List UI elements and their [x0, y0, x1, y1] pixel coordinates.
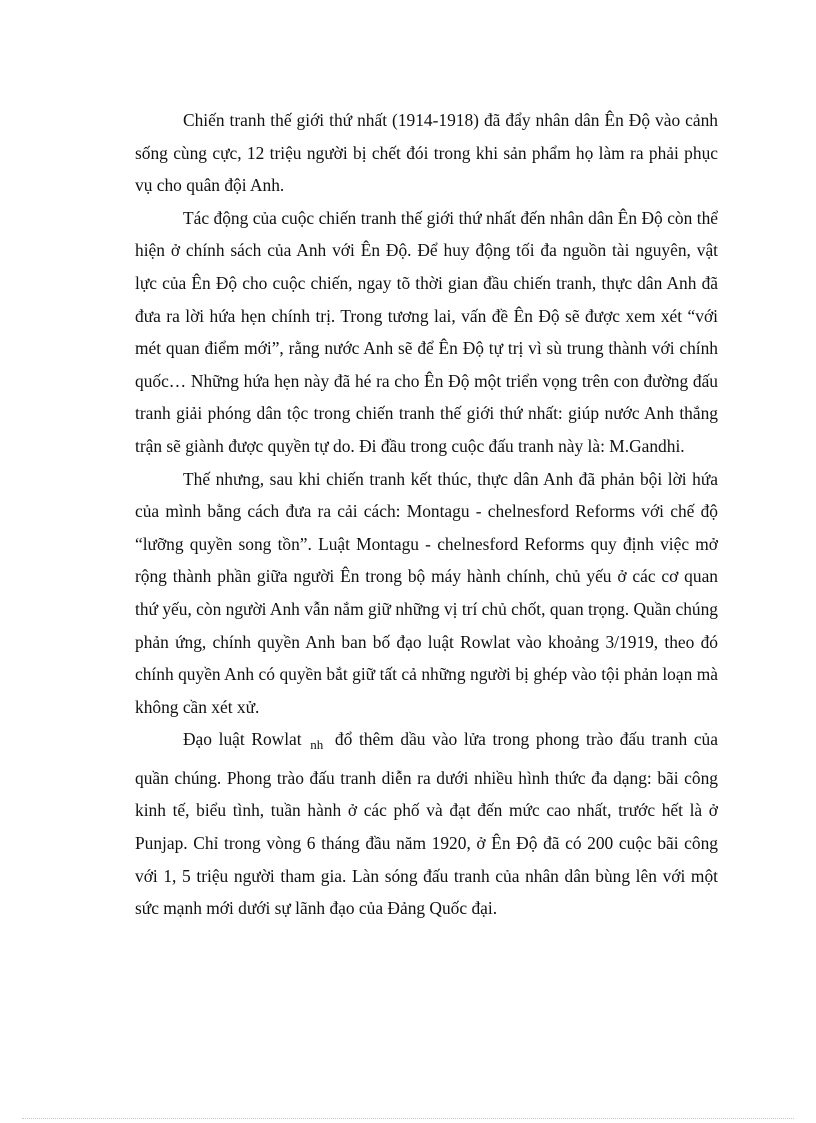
- paragraph-2: Tác động của cuộc chiến tranh thế giới thứ nhất đến nhân dân Ên Độ còn thể hiện ở chính sách của Anh với Ên Độ. Để huy động tối đa nguồn tài nguyên, vật lực của Ên Độ cho cuộc chiến, ngay tõ thời gian đầu chiến tranh, thực dân Anh đã đưa ra lời hứa hẹn chính trị. Trong tương lai, vấn đề Ên Độ sẽ được xem xét “với mét quan điểm mới”, rằng nước Anh sẽ để Ên Độ tự trị vì sù trung thành với chính quốc… Những hứa hẹn này đã hé ra cho Ên Độ một triển vọng trên con đường đấu tranh giải phóng dân tộc trong chiến tranh thế giới thứ nhất: giúp nước Anh thắng trận sẽ giành được quyền tự do. Đi đầu trong cuộc đấu tranh này là: M.Gandhi.: [135, 207, 718, 456]
- paragraph-4-subscript: nh: [310, 737, 324, 753]
- paragraph-1: Chiến tranh thế giới thứ nhất (1914-1918) đã đẩy nhân dân Ên Độ vào cảnh sống cùng cực, 12 triệu người bị chết đói trong khi sản phẩm họ làm ra phải phục vụ cho quân đội Anh.: [135, 110, 718, 196]
- document-body: [135, 104, 718, 925]
- paragraph-4: [135, 723, 718, 925]
- page-bottom-dotted-rule: [22, 1118, 794, 1119]
- paragraph-4-rest: đổ thêm dầu vào lửa trong phong trào đấu tranh của quần chúng. Phong trào đấu tranh diễn ra dưới nhiều hình thức đa dạng: bãi công kinh tế, biểu tình, tuần hành ở các phố và đạt đến mức cao nhất, trước hết là ở Punjap. Chỉ trong vòng 6 tháng đầu năm 1920, ở Ên Độ đã có 200 cuộc bãi công với 1, 5 triệu người tham gia. Làn sóng đấu tranh của nhân dân bùng lên với một sức mạnh mới dưới sự lãnh đạo của Đảng Quốc đại.: [135, 729, 718, 919]
- paragraph-4-start: Đạo luật Rowlat: [183, 729, 302, 750]
- paragraph-3: Thế nhưng, sau khi chiến tranh kết thúc, thực dân Anh đã phản bội lời hứa của mình bằng cách đưa ra cải cách: Montagu - chelnesford Reforms với chế độ “lưỡng quyền song tồn”. Luật Montagu - chelnesford Reforms quy định việc mở rộng thành phần giữa người Ên trong bộ máy hành chính, chủ yếu ở các cơ quan thứ yếu, còn người Anh vẫn nắm giữ những vị trí chủ chốt, quan trọng. Quần chúng phản ứng, chính quyền Anh ban bố đạo luật Rowlat vào khoảng 3/1919, theo đó chính quyền Anh có quyền bắt giữ tất cả những người bị ghép vào tội phản loạn mà không cần xét xử.: [135, 468, 718, 717]
